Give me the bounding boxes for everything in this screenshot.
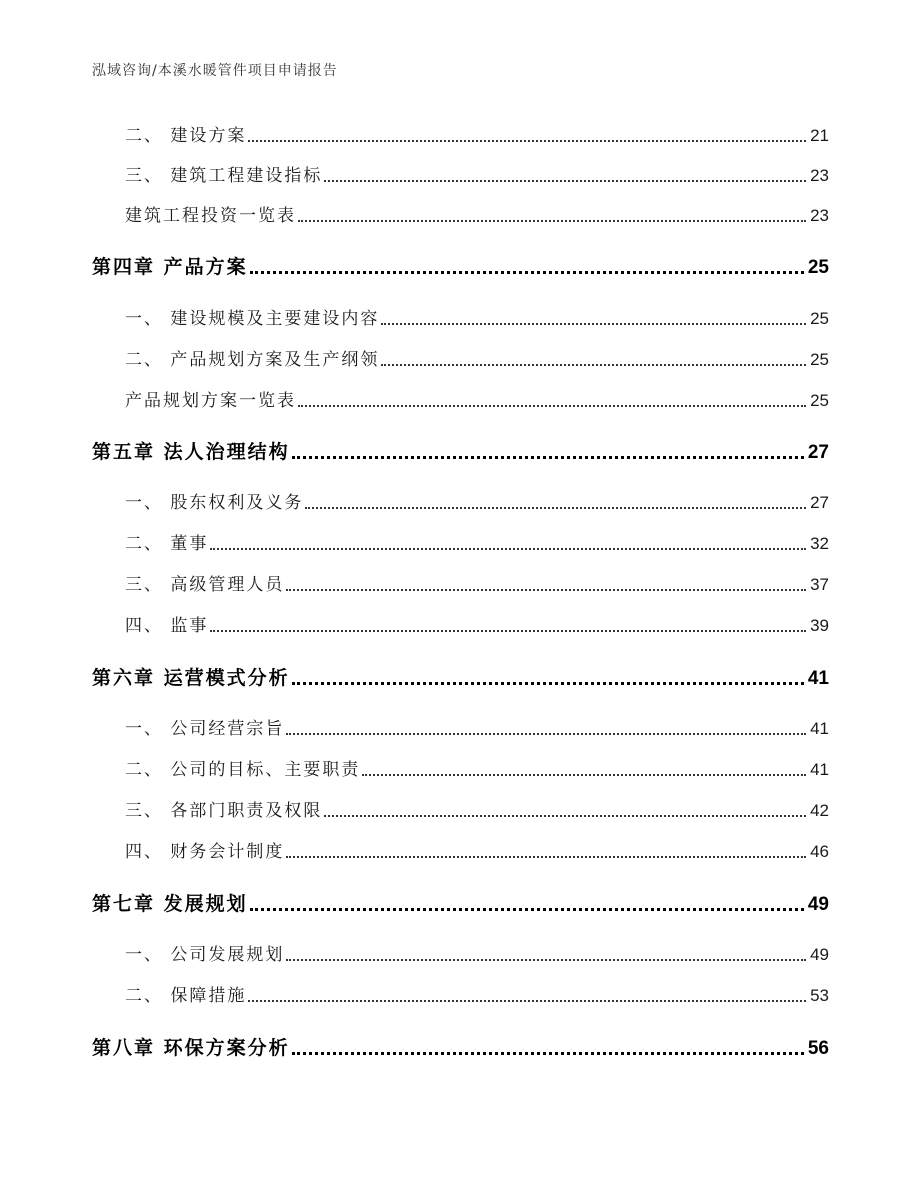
toc-entry-product-planning-table[interactable]	[125, 387, 829, 415]
toc-entry-building-investment-table[interactable]	[125, 202, 829, 230]
toc-entry-label: 四、 监事	[125, 616, 209, 636]
toc-page-number: 25	[810, 309, 829, 328]
toc-entry-label: 三、 各部门职责及权限	[125, 801, 323, 821]
toc-dot-leader	[250, 908, 804, 911]
toc-entry-business-purpose[interactable]	[125, 715, 829, 743]
toc-dot-leader	[210, 630, 806, 632]
toc-dot-leader	[286, 589, 806, 591]
toc-page-number: 42	[810, 801, 829, 820]
toc-page-number: 53	[810, 986, 829, 1005]
toc-chapter-6[interactable]	[92, 664, 829, 692]
toc-entry-label: 四、 财务会计制度	[125, 842, 285, 862]
toc-entry-directors[interactable]	[125, 530, 829, 558]
toc-chapter-7[interactable]	[92, 890, 829, 918]
toc-entry-label: 一、 股东权利及义务	[125, 493, 304, 513]
toc-entry-product-planning[interactable]	[125, 346, 829, 374]
toc-page-number: 49	[807, 894, 829, 915]
toc-dot-leader	[248, 1000, 806, 1002]
toc-page-number: 37	[810, 575, 829, 594]
toc-entry-safeguard-measures[interactable]	[125, 982, 829, 1010]
toc-dot-leader	[324, 180, 806, 182]
toc-dot-leader	[292, 1052, 804, 1055]
toc-entry-building-indicators[interactable]	[125, 162, 829, 190]
toc-entry-label: 三、 建筑工程建设指标	[125, 166, 323, 186]
toc-entry-company-goals[interactable]	[125, 756, 829, 784]
toc-dot-leader	[210, 548, 806, 550]
toc-entry-shareholder-rights[interactable]	[125, 489, 829, 517]
toc-chapter-label: 第七章 发展规划	[92, 893, 248, 915]
toc-dot-leader	[286, 733, 806, 735]
toc-entry-label: 二、 保障措施	[125, 986, 247, 1006]
toc-page-number: 46	[810, 842, 829, 861]
toc-entry-department-duties[interactable]	[125, 797, 829, 825]
toc-entry-development-plan[interactable]	[125, 941, 829, 969]
toc-entry-supervisors[interactable]	[125, 612, 829, 640]
toc-dot-leader	[286, 856, 806, 858]
toc-entry-scale-and-content[interactable]	[125, 305, 829, 333]
toc-page-number: 25	[807, 257, 829, 278]
toc-dot-leader	[298, 220, 806, 222]
toc-dot-leader	[298, 405, 806, 407]
toc-page-number: 32	[810, 534, 829, 553]
toc-page-number: 27	[807, 442, 829, 463]
toc-entry-label: 二、 产品规划方案及生产纲领	[125, 350, 380, 370]
toc-dot-leader	[362, 774, 806, 776]
toc-page-number: 41	[807, 668, 829, 689]
toc-dot-leader	[248, 140, 806, 142]
toc-page-number: 56	[807, 1038, 829, 1059]
toc-entry-label: 二、 董事	[125, 534, 209, 554]
toc-entry-label: 一、 公司发展规划	[125, 945, 285, 965]
toc-page-number: 41	[810, 719, 829, 738]
toc-dot-leader	[292, 682, 804, 685]
toc-dot-leader	[286, 959, 806, 961]
toc-chapter-label: 第五章 法人治理结构	[92, 441, 290, 463]
toc-chapter-label: 第六章 运营模式分析	[92, 667, 290, 689]
toc-entry-senior-management[interactable]	[125, 571, 829, 599]
toc-page-number: 25	[810, 391, 829, 410]
toc-chapter-5[interactable]	[92, 438, 829, 466]
toc-page-number: 41	[810, 760, 829, 779]
toc-entry-label: 建筑工程投资一览表	[125, 206, 296, 226]
toc-entry-label: 一、 建设规模及主要建设内容	[125, 309, 380, 329]
toc-entry-construction-plan[interactable]	[125, 122, 829, 150]
toc-page-number: 23	[810, 206, 829, 225]
toc-chapter-4[interactable]	[92, 253, 829, 281]
toc-chapter-label: 第四章 产品方案	[92, 256, 248, 278]
toc-entry-label: 一、 公司经营宗旨	[125, 719, 285, 739]
toc-page-number: 49	[810, 945, 829, 964]
toc-page-number: 23	[810, 166, 829, 185]
toc-entry-label: 三、 高级管理人员	[125, 575, 285, 595]
toc-entry-label: 二、 公司的目标、主要职责	[125, 760, 361, 780]
toc-page-number: 21	[810, 126, 829, 145]
toc-page-number: 39	[810, 616, 829, 635]
toc-chapter-label: 第八章 环保方案分析	[92, 1037, 290, 1059]
toc-entry-label: 产品规划方案一览表	[125, 391, 296, 411]
toc-page-number: 27	[810, 493, 829, 512]
toc-dot-leader	[305, 507, 806, 509]
toc-entry-accounting-system[interactable]	[125, 838, 829, 866]
toc-dot-leader	[381, 323, 806, 325]
toc-dot-leader	[324, 815, 806, 817]
toc-dot-leader	[381, 364, 806, 366]
toc-chapter-8[interactable]	[92, 1034, 829, 1062]
document-header-title: 泓域咨询/本溪水暖管件项目申请报告	[92, 63, 338, 79]
toc-dot-leader	[292, 456, 804, 459]
toc-dot-leader	[250, 271, 804, 274]
toc-entry-label: 二、 建设方案	[125, 126, 247, 146]
toc-page-number: 25	[810, 350, 829, 369]
